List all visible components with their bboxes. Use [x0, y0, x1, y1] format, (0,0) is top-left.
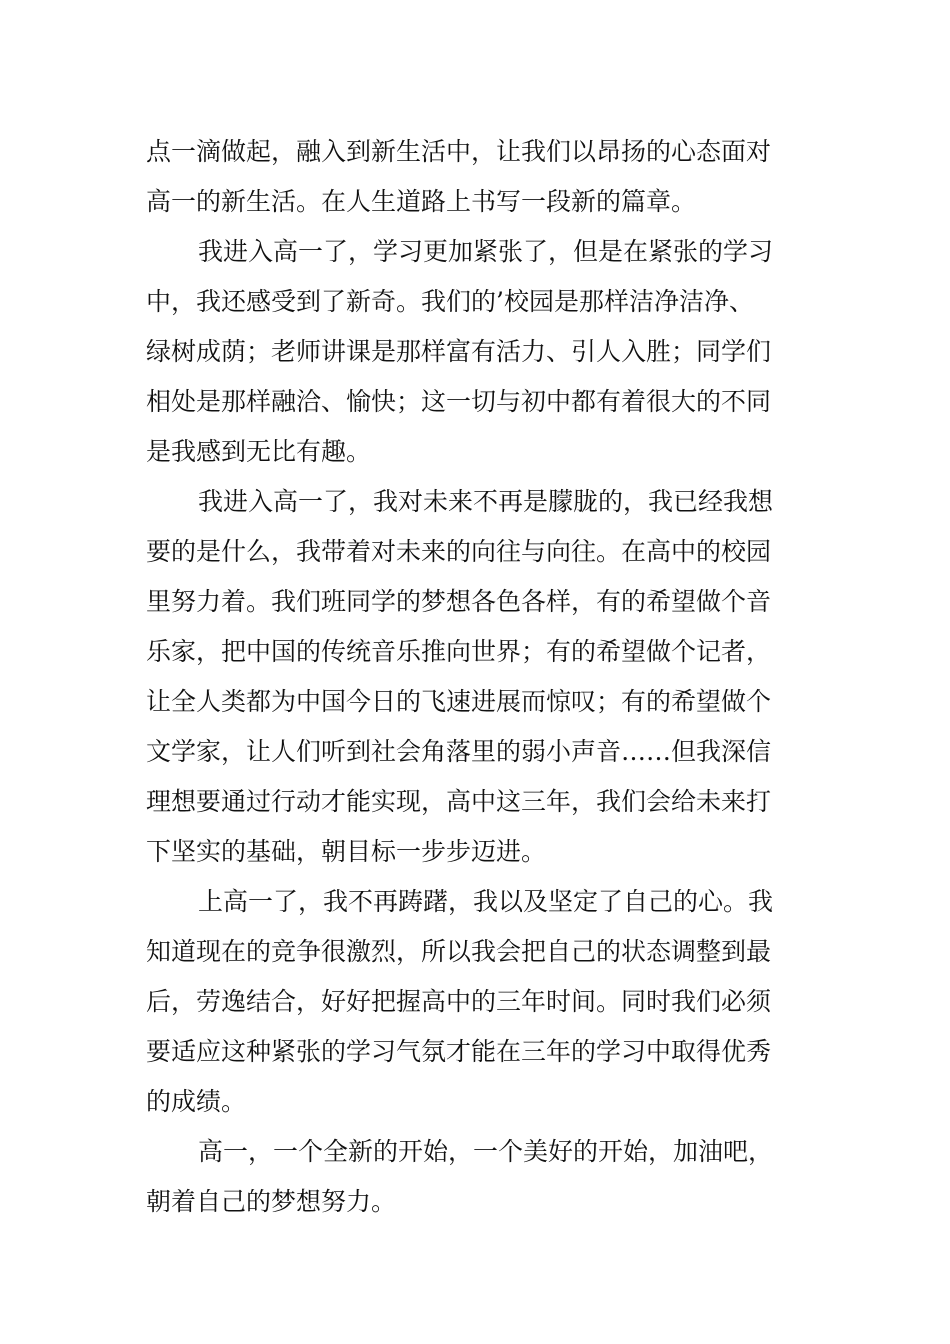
text-line: 点一滴做起，融入到新生活中，让我们以昂扬的心态面对 — [146, 137, 772, 166]
text-line: 朝着自己的梦想努力。 — [146, 1187, 397, 1216]
document-body — [146, 127, 806, 1227]
text-line: 绿树成荫；老师讲课是那样富有活力、引人入胜；同学们 — [146, 337, 772, 366]
paragraph — [146, 227, 806, 477]
text-line: 后，劳逸结合，好好把握高中的三年时间。同时我们必须 — [146, 987, 772, 1016]
text-line: 的成绩。 — [146, 1087, 247, 1116]
text-line: 下坚实的基础，朝目标一步步迈进。 — [146, 837, 547, 866]
paragraph — [146, 477, 806, 877]
text-line: 我进入高一了，我对未来不再是朦胧的，我已经我想 — [198, 487, 774, 516]
text-line: 要的是什么，我带着对未来的向往与向往。在高中的校园 — [146, 537, 772, 566]
text-line: 乐家，把中国的传统音乐推向世界；有的希望做个记者， — [146, 637, 772, 666]
text-line: 高一，一个全新的开始，一个美好的开始，加油吧， — [198, 1137, 774, 1166]
text-line: 让全人类都为中国今日的飞速进展而惊叹；有的希望做个 — [146, 687, 772, 716]
text-line: 要适应这种紧张的学习气氛才能在三年的学习中取得优秀 — [146, 1037, 772, 1066]
text-line: 我进入高一了，学习更加紧张了，但是在紧张的学习 — [198, 237, 774, 266]
text-line: 上高一了，我不再踌躇，我以及坚定了自己的心。我 — [198, 887, 774, 916]
text-line: 里努力着。我们班同学的梦想各色各样，有的希望做个音 — [146, 587, 772, 616]
text-line: 理想要通过行动才能实现，高中这三年，我们会给未来打 — [146, 787, 772, 816]
text-line: 相处是那样融洽、愉快；这一切与初中都有着很大的不同 — [146, 387, 772, 416]
text-line: 中，我还感受到了新奇。我们的’校园是那样洁净洁净、 — [146, 287, 754, 316]
text-line: 高一的新生活。在人生道路上书写一段新的篇章。 — [146, 187, 697, 216]
text-line: 知道现在的竞争很激烈，所以我会把自己的状态调整到最 — [146, 937, 772, 966]
text-line: 是我感到无比有趣。 — [146, 437, 372, 466]
paragraph — [146, 1127, 806, 1227]
text-line: 文学家，让人们听到社会角落里的弱小声音……但我深信 — [146, 737, 772, 766]
paragraph — [146, 127, 806, 227]
paragraph — [146, 877, 806, 1127]
